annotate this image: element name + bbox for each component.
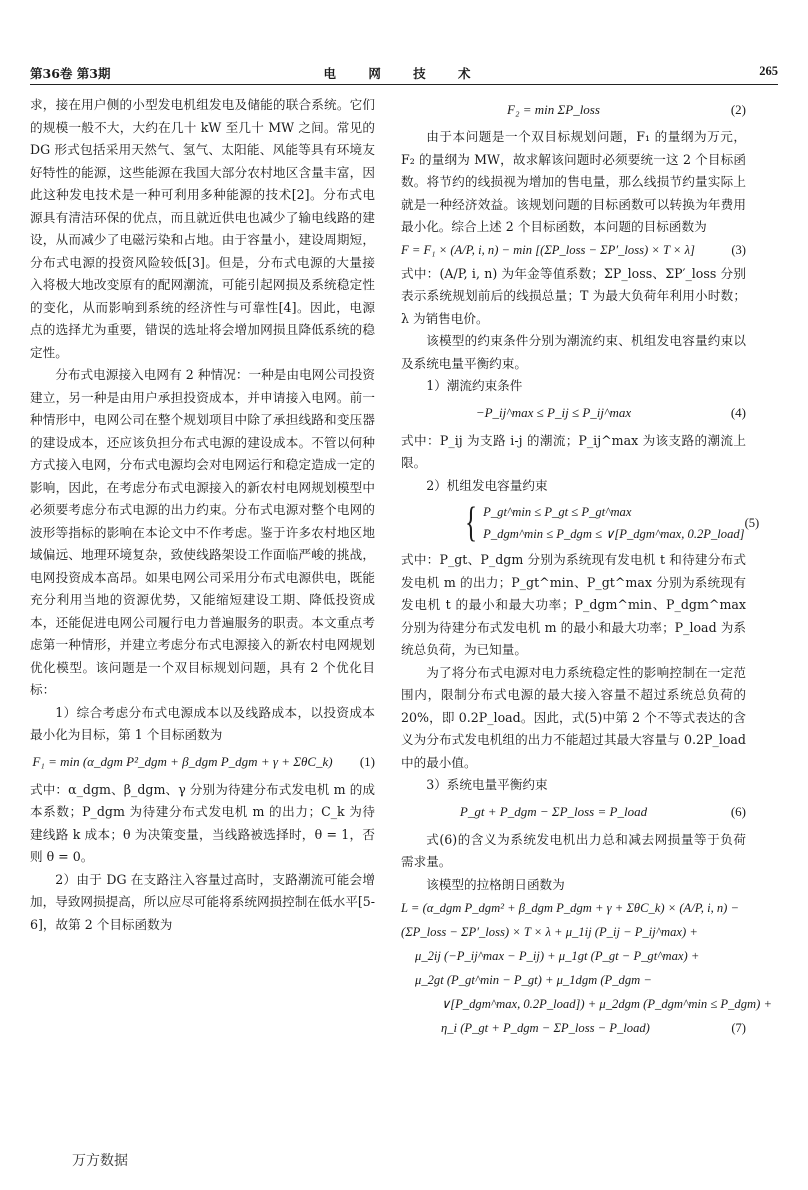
- section-heading: 3）系统电量平衡约束: [426, 777, 548, 792]
- equation-line: ∨[P_dgm^max, 0.2P_load]) + μ_2dgm (P_dgm^min ≤ P_dgm) +: [441, 996, 772, 1011]
- equation-line: μ_2ij (−P_ij^max − P_ij) + μ_1gt (P_gt − P_gt^max) +: [415, 948, 700, 963]
- right-column: [401, 94, 772, 1040]
- section-heading: 2）机组发电容量约束: [426, 477, 548, 493]
- left-brace: {: [465, 500, 478, 546]
- equation-number: (2): [730, 101, 746, 117]
- paragraph: 式中：P_ij 为支路 i-j 的潮流；P_ij^max 为该支路的潮流上限。: [401, 432, 746, 470]
- equation-number: (6): [730, 804, 746, 820]
- paragraph: 为了将分布式电源对电力系统稳定性的影响控制在一定范围内，限制分布式电源的最大接入容量不超过系统总负荷的 20%，即 0.2P_load。因此，式(5)中第 2 个不等式表达的含义为分布式发电机组的出力不能超过其最大容量与 0.2P_load 中的最小值。: [401, 664, 746, 770]
- equation-body: −P_ij^max ≤ P_ij ≤ P_ij^max: [475, 405, 632, 421]
- equation-3: [401, 239, 746, 263]
- equation-line: P_dgm^min ≤ P_dgm ≤ ∨[P_dgm^max, 0.2P_load]: [483, 527, 745, 541]
- paragraph: 1）综合考虑分布式电源成本以及线路成本，以投资成本最小化为目标，第 1 个目标函数为: [30, 704, 375, 742]
- equation-line: η_i (P_gt + P_dgm − ΣP_loss − P_load): [441, 1020, 650, 1035]
- equation-body: P_gt + P_dgm − ΣP_loss = P_load: [459, 804, 648, 820]
- running-header: [30, 64, 778, 82]
- equation-5: [401, 499, 760, 547]
- left-column: [30, 94, 375, 936]
- equation-body: F = F₁ × (A/P, i, n) − min [(ΣP_loss − ΣP′_loss) × T × λ]: [401, 243, 695, 258]
- equation-number: (4): [730, 405, 746, 421]
- paragraph: 求，接在用户侧的小型发电机组发电及储能的联合系统。它们的规模一般不大，大约在几十 kW 至几十 MW 之间。常见的 DG 形式包括采用天然气、氢气、太阳能、风能等具有环境友好特性的能源，这些能源在我国大部分农村地区含量丰富，因此这种发电技术是一种可利用多种能源的技术[2]。分布式电源具有清洁环保的优点，而且就近供电也减少了输电线路的建设，从而减少了电磁污染和占地。由于容量小，建设周期短，分布式电源的投资风险较低[3]。但是，分布式电源的大量接入将极大地改变原有的配网潮流，可能引起网损及系统稳定性的变化，从而影响到系统的经济性与可靠性[4]。因此，电源点的选择尤为重要，错误的选址将会增加网损且降低系统的稳定性。: [30, 97, 375, 360]
- equation-number: (7): [731, 1020, 746, 1035]
- equation-body: F₂ = min ΣP_loss: [507, 101, 600, 117]
- watermark: 万方数据: [72, 1153, 128, 1169]
- section-heading: 1）潮流约束条件: [426, 378, 523, 393]
- equation-line: L = (α_dgm P_dgm² + β_dgm P_dgm + γ + ΣθC_k) × (A/P, i, n) −: [401, 900, 740, 915]
- paragraph: 2）由于 DG 在支路注入容量过高时，支路潮流可能会增加，导致网损提高，所以应尽可能将系统网损控制在低水平[5-6]，故第 2 个目标函数为: [30, 871, 375, 932]
- equation-line: (ΣP_loss − ΣP′_loss) × T × λ + μ_1ij (P_ij − P_ij^max) +: [401, 924, 698, 939]
- paragraph: 由于本问题是一个双目标规划问题，F₁ 的量纲为万元，F₂ 的量纲为 MW，故求解该问题时必须要统一这 2 个目标函数。将节约的线损视为增加的售电量，那么线损节约量实际上就是一种经济效益。该规划问题的目标函数可以转换为年费用最小化。综合上述 2 个目标函数，本问题的目标函数为: [401, 129, 746, 234]
- journal-title: 电 网 技 术: [323, 66, 485, 81]
- equation-2: [401, 95, 746, 125]
- equation-line: μ_2gt (P_gt^min − P_gt) + μ_1dgm (P_dgm −: [415, 972, 652, 987]
- equation-line: P_gt^min ≤ P_gt ≤ P_gt^max: [483, 505, 632, 519]
- equation-6: [401, 798, 746, 828]
- equation-7: [401, 896, 772, 1040]
- paragraph: 式(6)的含义为系统发电机出力总和减去网损量等于负荷需求量。: [401, 831, 746, 869]
- equation-number: (5): [744, 515, 760, 530]
- paragraph: 式中：α_dgm、β_dgm、γ 分别为待建分布式发电机 m 的成本系数；P_dgm 为待建分布式发电机 m 的出力；C_k 为待建线路 k 成本；θ 为决策变量，当线路被选择时，θ = 1，否则 θ = 0。: [30, 781, 375, 864]
- page-number: 265: [759, 64, 778, 78]
- paragraph: 该模型的拉格朗日函数为: [426, 876, 565, 892]
- equation-number: (1): [359, 754, 375, 770]
- equation-4: [401, 399, 746, 429]
- equation-1: [30, 748, 375, 778]
- header-rule: [30, 84, 778, 85]
- journal-issue: 第36卷 第3期: [30, 66, 111, 81]
- paragraph: 式中：(A/P, i, n) 为年金等值系数；ΣP_loss、ΣP′_loss 分别表示系统规划前后的线损总量；T 为最大负荷年利用小时数；λ 为销售电价。: [401, 265, 746, 326]
- paragraph: 分布式电源接入电网有 2 种情况：一种是由电网公司投资建立，另一种是由用户承担投资成本，并申请接入电网。前一种情形中，电网公司在整个规划项目中除了承担线路和变压器的建设成本，还应该负担分布式电源的建设成本。不管以何种方式接入电网，分布式电源均会对电网运行和稳定造成一定的影响，因此，在考虑分布式电源接入的新农村电网规划模型中必须要考虑分布式电源的出力约束。分布式电源对整个电网的波形等指标的影响在本论文中不作考虑。鉴于许多农村地区地域偏远、地理环境复杂，致使线路架设工作面临严峻的挑战，电网投资成本高昂。如果电网公司采用分布式电源供电，既能充分利用当地的资源优势，又能缩短建设工期、降低投资成本，还能促进电网公司履行电力普遍服务的职责。本文重点考虑第一种情形，并建立考虑分布式电源接入的新农村电网规划优化模型。该问题是一个双目标规划问题，具有 2 个优化目标：: [30, 367, 375, 697]
- equation-body: F₁ = min (α_dgm P²_dgm + β_dgm P_dgm + γ + ΣθC_k): [32, 754, 333, 770]
- equation-number: (3): [731, 243, 746, 258]
- paragraph: 该模型的约束条件分别为潮流约束、机组发电容量约束以及系统电量平衡约束。: [401, 333, 746, 371]
- paragraph: 式中：P_gt、P_dgm 分别为系统现有发电机 t 和待建分布式发电机 m 的出力；P_gt^min、P_gt^max 分别为系统现有发电机 t 的最小和最大功率；P_dgm^min、P_dgm^max 分别为待建分布式发电机 m 的最小和最大功率；P_load 为系统总负荷，为已知量。: [401, 552, 746, 657]
